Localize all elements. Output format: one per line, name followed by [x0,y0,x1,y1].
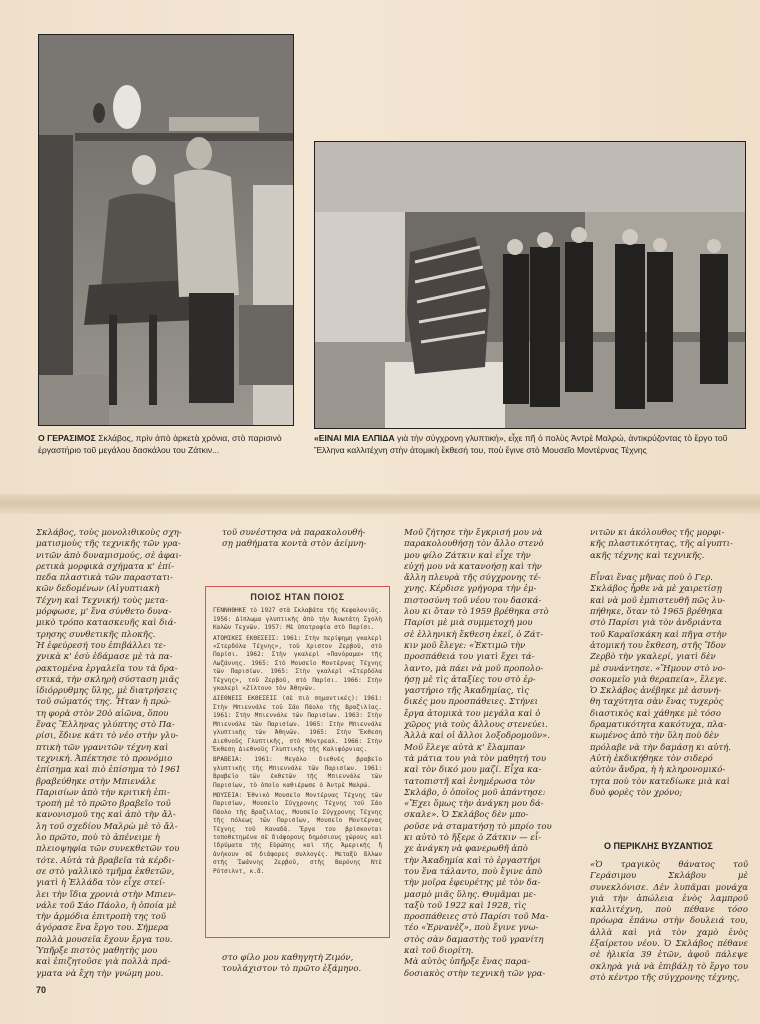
studio-photo [38,34,294,426]
page-number: 70 [36,985,47,995]
box-awards: ΒΡΑΒΕΙΑ: 1961: Μεγάλο διεθνὲς βραβεῖο γλυπτικῆς τῆς Μπιεννάλε τῶν Παρισίων. 1961: Βραβεῖο τῶν ἐκθετῶν τῆς Μπιεννάλε τῶν Παρισίων, τὸ ὁποῖο καθιέρωσε ὁ Ἀντρὲ Μαλρώ. [213,756,382,789]
left-photo-caption [38,433,292,456]
who-was-who-box [205,586,390,938]
article-column-2-bottom: στο φίλο μου καθηγητὴ Ζιμόν, τουλάχιστον τὸ πρῶτο ἑξάμηνο. [222,953,362,975]
box-solo-exhibitions: ΑΤΟΜΙΚΕΣ ΕΚΘΕΣΕΙΣ: 1961: Στὴν περίφημη γκαλερὶ «Στερδόλα Τέχνης», τοῦ Χριστον Ζερβοῦ, στὸ Παρίσι. 1962: Στὴν γκαλερὶ «Πανόραμα» τῆς Λωζάννης. 1965: Στὸ Μουσεῖο Μοντέρνας Τέχνης τῶν Παρισίων. 1965: Στὴν γκαλερὶ «Στερδόλα Τέχνης», τοῦ Ζερβοῦ, στὸ Παρίσι. 1966: Στὴν γκαλερὶ «Ζίλτονο τὸν Ἀθηνῶν. [213,634,382,693]
signature-heading: Ο ΠΕΡΙΚΛΗΣ ΒΥΖΑΝΤΙΟΣ [604,841,713,851]
box-born: ΓΕΝΝΗΘΗΚΕ τὸ 1927 στὰ Σκλαβάτα τῆς Κεφαλονιᾶς. 1956: Δίπλωμα γλυπτικῆς ἀπὸ τὴν Ἀνωτάτη Σχολὴ Καλῶν Τεχνῶν. 1957: Μὲ ὑποτροφία στὸ Παρίσι. [213,607,382,632]
right-caption-lead: «ΕΙΝΑΙ ΜΙΑ ΕΛΠΙΔΑ [314,433,395,443]
article-column-4-bottom: «Ὁ τραγικὸς θάνατος τοῦ Γεράσιμου Σκλάβου μὲ συνεκλόνισε. Δὲν λυπᾶμαι μονάχα γιὰ τὴν ἀπώλεια ἑνὸς λαμπροῦ καλλιτέχνη, ποὺ πέθανε τόσο πρόωρα ἐπάνω στὴν δουλειά του, ἀλλὰ καὶ γιὰ τὸν χαμὸ ἑνὸς ἐξαίρετου νέου. Ὁ Σκλάβος πέθανε σὲ ἡλικία 39 ἐτῶν, ἀφοῦ πάλεψε σκληρὰ γιὰ νὰ ἐπιβάλῃ τὸ ἔργο του στὸ κέντρο τῆς σύγχρονης τέχνης, [590,860,748,983]
right-photo-caption [314,433,744,456]
exhibition-photo [314,141,746,429]
left-caption-text: Σκλάβος, πρὶν ἀπὸ ἀρκετὰ χρόνια, στὸ παρισινὸ ἐργαστήριο τοῦ μεγάλου δασκάλου του Ζάτκιν... [38,433,282,455]
right-caption-text: γιὰ τὴν σύγχρονη γλυπτική», εἶχε πῆ ὁ πολὺς Ἀντρὲ Μαλρώ, ἀντικρύζοντας τὸ ἔργο τοῦ Ἕλληνα καλλιτέχνη στὴν ἀτομικὴ ἔκθεσή του, ποὺ ἔγινε στὸ Μουσεῖο Μοντέρνας Τέχνης [314,433,728,455]
page-fold [0,494,760,514]
article-column-3: Μοῦ ζήτησε τὴν ἔγκρισή μου νὰ παρακολουθήσῃ τὸν ἄλλο στενὸ μου φίλο Ζάτκιν καὶ εἶχε τὴν εὐχή μου νὰ κατανοήσῃ καὶ τὴν ἄλλη πλευρὰ τῆς σύγχρονης τέ- χνης. Κέρδισε γρήγορα τὴν ἐμ- πιστοσύνη τοῦ νέου του δασκά- λου κι ὅταν τὸ 1959 βρέθηκα στὸ Παρίσι μὲ μιὰ συμμετοχή μου σὲ ἑλληνικὴ ἔκθεση ἐκεῖ, ὁ Ζάτ- κιν μοῦ ἔλεγε: «Ἐκτιμῶ τὴν προσπάθειά του γιατὶ ἔχει τά- λαντο, μὰ πάει νὰ μοῦ προπολο- ήσῃ μὲ τὶς ἀταξίες του στὸ ἐρ- γαστήριο τῆς Ἀκαδημίας, τὶς δικές μου προσπάθειες. Στήνει ἔργα ἀτομικὰ του μεγάλα καὶ ὁ χῶρος γιὰ τοὺς ἄλλους στενεύει. Ἀλλὰ καὶ οἱ ἄλλοι λοξοδρομοῦν». Μοῦ ἔλεγε αὐτὰ κ' ἔλαμπαν τὰ μάτια του γιὰ τὸν μαθητή του καὶ τὸν δικό μου μαζί. Εἶχα κα- τατοπιστῆ καὶ ἐνημέρωσα τὸν Σκλάβο, ὁ ὁποῖος μοῦ ἀπάντησε: «Ἔχει ὅμως τὴν ἀνάγκη μου δά- σκαλε». Ὁ Σκλάβος δὲν μπο- ροῦσε νὰ σταματήσῃ τὸ μπρίο του κι αὐτὸ τὸ ἤξερε ὁ Ζάτκιν — εἶ- χε ἀνάγκη νὰ φανερωθῆ ἀπὸ τὴν Ἀκαδημία καὶ τὸ ἐργαστήρι του ἕνα τάλαντο, ποὺ ἔγινε ἀπὸ τὴν μοῖρα ἐφευρέτης μὲ τὸν δα- μασμὸ μιᾶς ὕλης. Θυμᾶμαι με- ταξὺ τοῦ 1922 καὶ 1928, τὶς προσπάθειες στὸ Παρίσι τοῦ Μα- τέο «Ἐρνανὲζ», ποὺ ἔγινε γνω- στὸς σὰν δαμαστὴς τοῦ γρανίτη καὶ τοῦ διορίτη. Μὰ αὐτὸς ὑπῆρξε ἕνας παρα- δοσιακὸς στὴν τεχνικὴ τῶν γρα- [404,528,552,979]
article-column-1: Σκλάβος, τοὺς μονολιθικοὺς σχη- ματισμοὺς τῆς τεχνικῆς τῶν γρα- νιτῶν ἀπὸ δυναμισμούς, σὲ ἀφαι- ρετικὰ μορφικὰ σχήματα κ' ἐπί- πεδα πλαστικὰ τῶν παραστατι- κῶν δεδομένων (Αἰγυπτιακὴ Τέχνη καὶ Τεχνική) τοὺς μετα- μόρφωσε, μ' ἕνα σύνθετο δυνα- μικὸ τρόπο κατασκευῆς καὶ διά- τρησης συνθετικῆς πλοκῆς. Ἡ ἐφεύρεσή του ἐπιβάλλει τε- χνικὰ κ' ἐσὺ ἐδάμασε μὲ τὰ πα- ρακτομένα ἐργαλεῖα του τὰ δρα- στικά, τὴν σκληρὴ σύσταση μιᾶς ἰδιόρρυθμης ὕλης, μὲ διατρήσεις τοῦ σώματός της. Ἦταν ἡ πρώ- τη φορὰ στὸν 20ὸ αἰῶνα, ὅπου ἕνας Ἕλληνας γλύπτης στὸ Πα- ρίσι, ἔδινε κάτι τὸ νέο στὴν γλυ- πτικὴ τῶν γρανιτῶν τέχνη καὶ τεχνική. Ἀπέκτησε τὸ προνόμιο ἐπίσημα καὶ πιὸ ἐπίσημα τὸ 1961 βραβεύθηκε στὴν Μπιενάλε Παρισίων ἀπὸ τὴν κριτικὴ ἐπι- τροπὴ μὲ τὸ πρῶτο βραβεῖο τοῦ κανονισμοῦ της καὶ ἀπὸ τὴν ἄλ- λη τοῦ σχεδίου Μαλρὼ μὲ τὸ ἄλ- λο πρῶτο, ποὺ τὸ ἀπένειμε ἡ πλειοψηφία τῶν συνεκθετῶν του τότε. Αὐτὰ τὰ βραβεῖα τὰ κέρδι- σε στὸ γαλλικὸ τμῆμα ἐκθετῶν, γιατὶ ἡ Ἑλλάδα τὸν εἶχε στεί- λει τὴν ἴδια χρονιὰ στὴν Μπιεν- νάλε τοῦ Σάο Πάολο, ἡ ὁποία μὲ τὴν ἁρμόδια ἐπιτροπὴ της τοῦ ἀγόρασε ἕνα ἔργο του. Σήμερα πολλὰ μουσεῖα ἔχουν ἔργα του. Ὑπῆρξε πιστὸς μαθητὴς μου καὶ ἐπιζητοῦσε γιὰ πολλὰ πρά- γματα νὰ ἔχη τὴν γνώμη μου. [36,528,182,979]
studio-photo-image [39,35,293,425]
box-international-exhibitions: ΔΙΕΘΝΕΙΣ ΕΚΘΕΣΕΙΣ (σὲ πιὸ σημαντικές): 1961: Στὴν Μπιεννάλε τοῦ Σάο Πάολο τῆς Βραζιλίας. 1961: Στὴν Μπιεννάλε τῶν Παρισίων. 1963: Στὴν Μπιεννάλε τῶν Παρισίων. 1965: Στὴν Μπιεννάλε γλυπτικῆς τῶν Ἀθηνῶν. 1965: Στὴν Ἔκθεση Διεθνοῦς Γλυπτικῆς, στὸ Μόντρεαλ. 1966: Στὴν Ἔκθεση Διεθνοῦς Γλυπτικῆς τῆς Καλιφόρνιας. [213,695,382,753]
box-museums: ΜΟΥΣΕΙΑ: Ἐθνικὸ Μουσεῖο Μοντέρνας Τέχνης τῶν Παρισίων, Μουσεῖο Σύγχρονης Τέχνης τοῦ Σάο Πάολο τῆς Βραζιλίας, Μουσεῖο Σύγχρονης Τέχνης τῆς πόλεως τῶν Παρισίων, Μουσεῖο Μοντέρνας Τέχνης τοῦ Καναδᾶ. Ἔργα του βρίσκονται τοποθετημένα σὲ διάφορους δημόσιους χώρους καὶ ἱδρύματα τῆς Εὐρώπης καὶ τῆς Ἀμερικῆς ἢ ἀνήκουν σὲ διάφορες συλλογές. Μεταξὺ ἄλλων στῆς Ἰωάννης Ζερβοῦ, στῆς Βαρόνης Ντὲ Ρότσιλντ, κ.ἄ. [213,791,382,875]
article-column-2-top: τοῦ συνέστησα νὰ παρακολουθή- σῃ μαθήματα κοντὰ στὸν ἀείμνη- [222,528,367,550]
left-caption-lead: Ο ΓΕΡΑΣΙΜΟΣ [38,433,96,443]
article-column-4-top: νιτῶν κι ἀκόλουθος τῆς μορφι- κῆς πλαστικότητας, τῆς αἰγυπτι- ακῆς τέχνης καὶ τεχνικῆς. Εἶναι ἕνας μῆνας ποὺ ὁ Γερ. Σκλάβος ἦρθε νὰ μὲ χαιρετίσῃ καὶ νὰ μοῦ ἐμπιστευθῆ πῶς λυ- πήθηκε, ὅταν τὸ 1965 βρέθηκα στὸ Παρίσι γιὰ τὸν ἀνδριάντα τοῦ Καραϊσκάκη καὶ πῆγα στὴν ἀτομική του ἔκθεση, στῆς Ἴδον Ζερβὸ τὴν γκαλερί, γιατὶ δὲν μὲ συνάντησε. «Ἤμουν στὸ νο- σοκομεῖο γιὰ θεραπεία», ἔλεγε. Ὁ Σκλάβος ἀνέβηκε μὲ ἀσυνή- θη ταχύτητα σὰν ἕνας τυχερὸς διαστικὸς καὶ χάθηκε μὲ τόσο δραματικότητα κακότυχα, πλα- κωμένος ἀπὸ τὴν ὕλη ποὺ δὲν πρόλαβε νὰ τὴν δαμάσῃ κι αὐτή. Αὐτὴ ἐκδικήθηκε τὸν σιδερό αὐτὸν ἄνδρα, ἡ ἡ κληρονομικό- τητα ποὺ τὸν κατεδίωκε μιὰ καὶ δυὸ φορὲς τὸν χρόνο; [590,528,733,798]
exhibition-photo-image [315,142,745,428]
box-title: ΠΟΙΟΣ ΗΤΑΝ ΠΟΙΟΣ [250,592,345,602]
